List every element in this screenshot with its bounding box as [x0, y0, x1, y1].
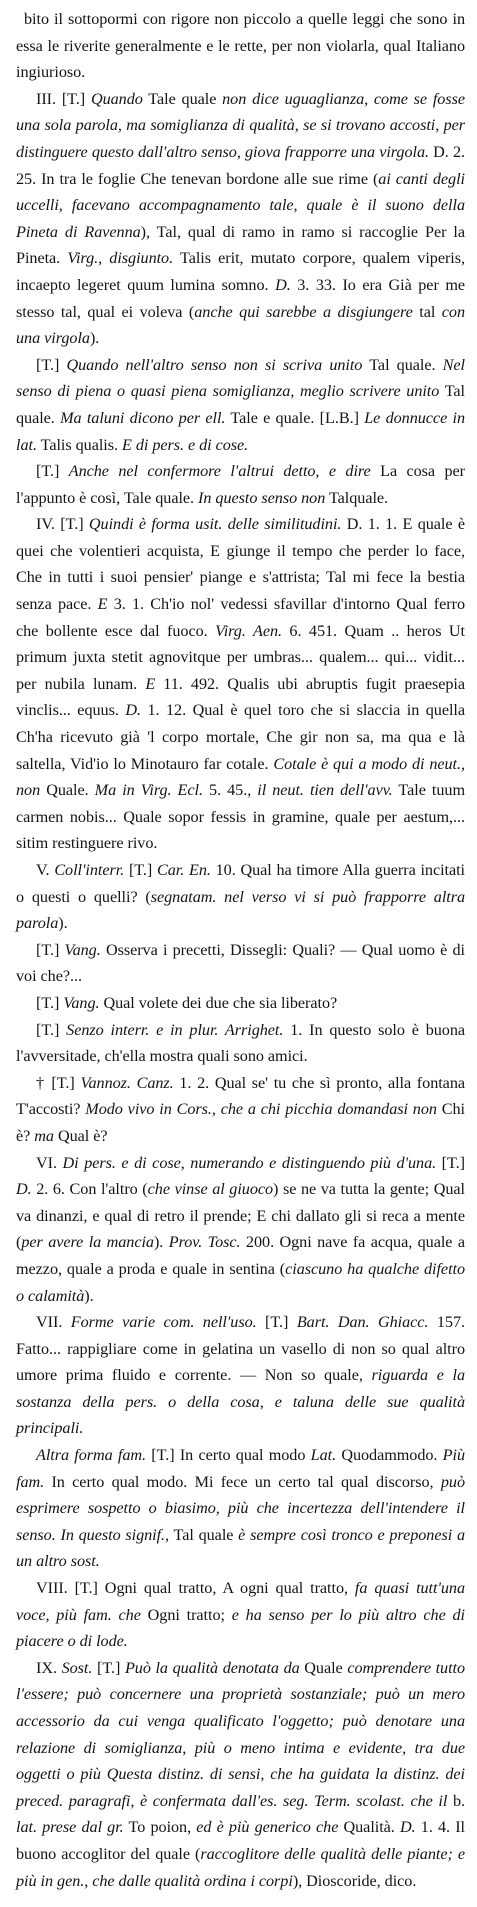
paragraph-altra-forma: Altra forma fam. [T.] In certo qual modo Lat. Quodammodo. Più fam. In certo qual modo. Mi fece un certo tal qual discorso, può esprimere sospetto o biasimo, più che incertezza dell'intendere il senso. In questo signif., Tal quale è sempre così tronco e preponesi a un altro sost. — [16, 1446, 466, 1571]
paragraph-section-viii: VIII. [T.] Ogni qual tratto, A ogni qual tratto, fa quasi tutt'una voce, più fam. che Ogni tratto; e ha senso per lo più altro che di piacere o di lode. — [16, 1579, 466, 1651]
paragraph-section-iii: III. [T.] Quando Tale quale non dice uguaglianza, come se fosse una sola parola, ma somiglianza di qualità, se si trovano accosti, per distinguere questo dall'altro senso, giova frapporre una virgola. D. 2. 25. In tra le foglie Che tenevan bordone alle sue rime (ai canti degli uccelli, facevano accompagnamento tale, quale è il suono della Pineta di Ravenna), Tal, qual di ramo in ramo si raccoglie Per la Pineta. Virg., disgiunto. Talis erit, mutato corpore, qualem viperis, incaepto legeret quum lumina somno. D. 3. 33. Io era Già per me stesso tal, qual ei voleva (anche qui sarebbe a disgiungere tal con una virgola). — [16, 89, 466, 348]
paragraph-section-iv: IV. [T.] Quindi è forma usit. delle similitudini. D. 1. 1. E quale è quei che volentieri acquista, E giunge il tempo che perder lo face, Che in tutti i suoi pensier' piange e s'attrista; Tal mi fece la bestia senza pace. E 3. 1. Ch'io nol' vedessi sfavillar d'intorno Qual ferro che bollente esce dal fuoco. Virg. Aen. 6. 451. Quam .. heros Ut primum juxta stetit agnovitque per umbras... qualem... qui... vidit... per nubila lunam. E 11. 492. Qualis ubi abruptis fugit praesepia vinclis... equus. D. 1. 12. Qual è quel toro che si slaccia in quella Ch'ha ricevuto già 'l corpo mortale, Che gir non sa, ma qua e là saltella, Vid'io lo Minotauro far cotale. Cotale è qui a modo di neut., non Quale. Ma in Virg. Ecl. 5. 45., il neut. tien dell'avv. Tale tuum carmen nobis... Quale sopor fessis in gramine, quale per aestum,... sitim restinguere rivo. — [16, 515, 466, 853]
paragraph-note-unito: [T.] Quando nell'altro senso non si scriva unito Tal quale. Nel senso di piena o quasi piena somiglianza, meglio scrivere unito Tal quale. Ma taluni dicono per ell. Tale e quale. [L.B.] Le donnucce in lat. Talis qualis. E di pers. e di cose. — [16, 355, 466, 454]
paragraph-vang-precetti: [T.] Vang. Osserva i precetti, Dissegli: Quali? — Qual uomo è di voi che?... — [16, 940, 466, 986]
paragraph-section-vi: VI. Di pers. e di cose, numerando e distinguendo più d'una. [T.] D. 2. 6. Con l'altro (che vinse al giuoco) se ne va tutta la gente; Qual va dinanzi, e qual di retro il prende; E chi dallato gli si reca a mente (per avere la mancia). Prov. Tosc. 200. Ogni nave fa acqua, quale a mezzo, quale a proda e quale in sentina (ciascuno ha qualche difetto o calamità). — [16, 1153, 466, 1305]
paragraph-section-ix: IX. Sost. [T.] Può la qualità denotata da Quale comprendere tutto l'essere; può concernere una proprietà sostanziale; può un mero accessorio da cui venga qualificato l'oggetto; può denotare una relazione di somiglianza, più o meno intima e evidente, tra due oggetti o più Questa distinz. di sensi, che ha guidata la distinz. dei preced. paragrafi, è confermata dall'es. seg. Term. scolast. che il b. lat. prese dal gr. To poion, ed è più generico che Qualità. D. 1. 4. Il buono accoglitor del quale (raccoglitore delle qualità delle piante; e più in gen., che dalle qualità ordina i corpi), Dioscoride, dico. — [16, 1658, 466, 1890]
paragraph-vang-liberato: [T.] Vang. Qual volete dei due che sia liberato? — [36, 993, 338, 1012]
paragraph-note-confermare: [T.] Anche nel confermore l'altrui detto, e dire La cosa per l'appunto è così, Tale quale. In questo senso non Talquale. — [16, 462, 466, 507]
paragraph-vannoz: † [T.] Vannoz. Canz. 1. 2. Qual se' tu che sì pronto, alla fontana T'accosti? Modo vivo in Cors., che a chi picchia domandasi non Chi è? ma Qual è? — [16, 1073, 466, 1145]
paragraph-continuation: bito il sottopormi con rigore non piccolo a quelle leggi che sono in essa le riverite generalmente e le rette, per non violarla, qual Italiano ingiurioso. — [16, 10, 465, 82]
paragraph-senza-interr: [T.] Senzo interr. e in plur. Arrighet. 1. In questo solo è buona l'avversitade, ch'ella mostra quali sono amici. — [16, 1020, 466, 1066]
paragraph-section-vii: VII. Forme varie com. nell'uso. [T.] Bart. Dan. Ghiacc. 157. Fatto... rappigliare come in gelatina un vasello di non so qual altro umore prima fluido e corrente. — Non so quale, riguarda e la sostanza della pers. o della cosa, e taluna delle sue qualità principali. — [16, 1313, 465, 1438]
paragraph-section-v: V. Coll'interr. [T.] Car. En. 10. Qual ha timore Alla guerra incitati o questi o quelli? (segnatam. nel verso vi si può frapporre altra parola). — [16, 861, 466, 933]
